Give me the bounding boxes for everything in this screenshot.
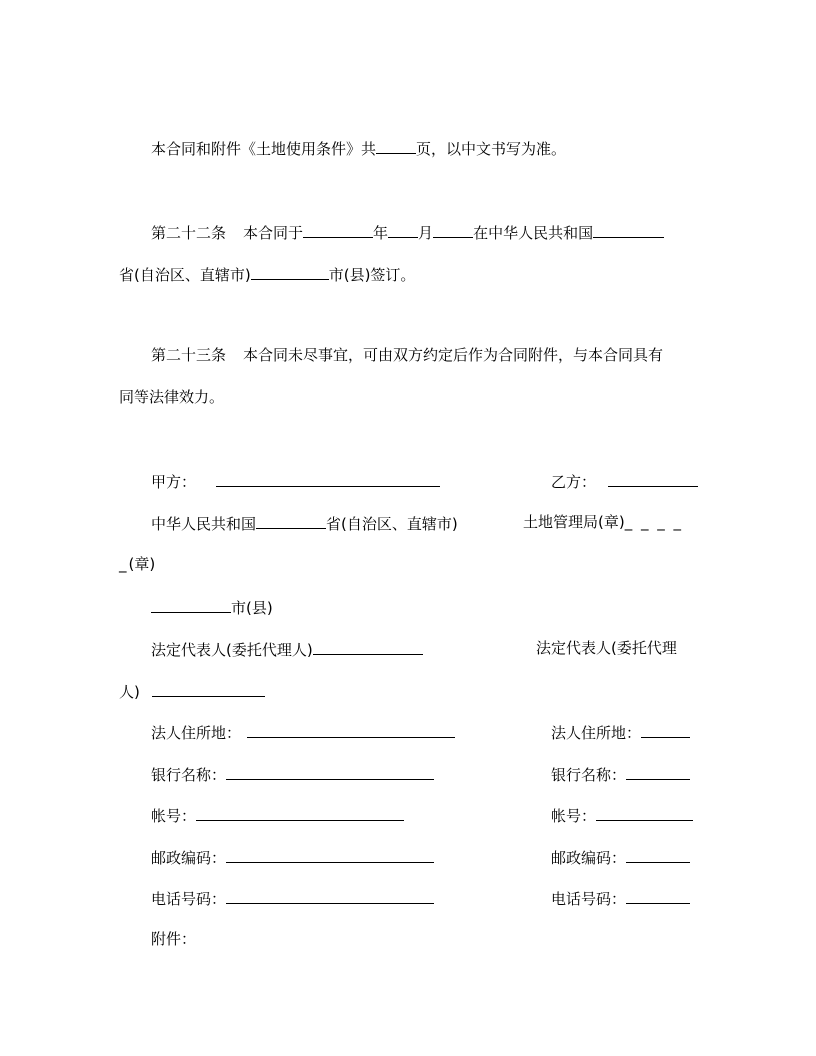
phone-b-label: 电话号码：	[551, 890, 627, 908]
account-b-label: 帐号：	[551, 807, 597, 825]
volume-statement-text: 本合同和附件《土地使用条件》共	[151, 140, 377, 158]
address-a-row	[151, 721, 455, 741]
bank-b-label: 银行名称：	[551, 766, 627, 784]
volume-statement	[151, 137, 566, 157]
seal-row	[119, 554, 155, 574]
seal-label: (章)	[128, 555, 156, 573]
country-label: 在中华人民共和国	[473, 224, 594, 242]
account-b-blank	[596, 804, 693, 821]
province-blank	[593, 221, 664, 238]
day-blank	[433, 221, 473, 238]
party-b-label: 乙方：	[551, 473, 597, 491]
postcode-b-label: 邮政编码：	[551, 849, 627, 867]
account-a-row	[151, 804, 404, 824]
legal-rep-b-blank	[152, 680, 265, 697]
article-22-line-2	[119, 263, 415, 283]
authority-province-blank	[256, 512, 326, 529]
bank-a-label: 银行名称：	[151, 766, 227, 784]
legal-rep-a-blank	[313, 638, 423, 655]
article-23-line-2	[119, 387, 224, 407]
article-23-text: 本合同未尽事宜，可由双方约定后作为合同附件，与本合同具有	[243, 346, 664, 364]
year-blank	[303, 221, 373, 238]
phone-a-row	[151, 887, 434, 907]
legal-rep-b-label-2: 人)	[119, 683, 140, 701]
postcode-a-blank	[226, 846, 434, 863]
seal-dash: _	[119, 555, 129, 573]
postcode-b-blank	[626, 846, 690, 863]
attachment-row	[151, 929, 196, 949]
party-a-label: 甲方：	[151, 473, 197, 491]
authority-city-blank	[151, 596, 231, 613]
prc-label: 中华人民共和国	[151, 515, 257, 533]
bank-a-row	[151, 763, 434, 783]
legal-rep-a-label: 法定代表人(委托代理人)	[151, 641, 313, 659]
phone-a-blank	[226, 887, 434, 904]
bank-b-row	[551, 763, 690, 783]
account-a-blank	[196, 804, 404, 821]
article-22-text: 本合同于	[243, 224, 304, 242]
article-23-label: 第二十三条	[151, 346, 227, 364]
month-blank	[388, 221, 418, 238]
attachment-label: 附件：	[151, 930, 197, 948]
party-b-blank	[608, 470, 698, 487]
postcode-a-label: 邮政编码：	[151, 849, 227, 867]
bureau-row	[523, 512, 683, 532]
party-b-row	[551, 470, 698, 490]
address-b-blank	[641, 721, 690, 738]
account-a-label: 帐号：	[151, 807, 197, 825]
phone-a-label: 电话号码：	[151, 890, 227, 908]
bank-b-blank	[626, 763, 690, 780]
authority-province-label: 省(自治区、直辖市)	[326, 515, 458, 533]
party-a-row	[151, 470, 440, 490]
month-label: 月	[418, 224, 434, 242]
party-a-authority-row	[151, 512, 458, 532]
postcode-a-row	[151, 846, 434, 866]
party-a-blank	[216, 470, 440, 487]
bureau-label: 土地管理局(章)	[523, 513, 625, 531]
phone-b-row	[551, 887, 690, 907]
article-22-label: 第二十二条	[151, 224, 227, 242]
authority-city-label: 市(县)	[231, 599, 273, 617]
account-b-row	[551, 804, 693, 824]
postcode-b-row	[551, 846, 690, 866]
bank-a-blank	[226, 763, 434, 780]
legal-rep-b-row	[536, 638, 677, 658]
address-b-row	[551, 721, 690, 741]
province-label: 省(自治区、直辖市)	[119, 266, 251, 284]
legal-rep-a-row	[151, 638, 423, 658]
legal-rep-b-label: 法定代表人(委托代理	[536, 639, 677, 657]
article-22-line-1	[151, 221, 664, 241]
page-count-blank	[376, 137, 416, 154]
year-label: 年	[373, 224, 389, 242]
volume-statement-text-end: 页，以中文书写为准。	[416, 140, 567, 158]
city-signed-label: 市(县)签订。	[328, 266, 416, 284]
legal-rep-b-row-2	[119, 680, 265, 700]
city-blank	[251, 263, 329, 280]
address-b-label: 法人住所地：	[551, 724, 642, 742]
article-23-line-1	[151, 345, 663, 365]
phone-b-blank	[626, 887, 690, 904]
article-23-text-2: 同等法律效力。	[119, 388, 225, 406]
address-a-blank	[247, 721, 455, 738]
bureau-dashes: _ _ _ _	[624, 513, 684, 531]
city-row	[151, 596, 273, 616]
address-a-label: 法人住所地：	[151, 724, 242, 742]
